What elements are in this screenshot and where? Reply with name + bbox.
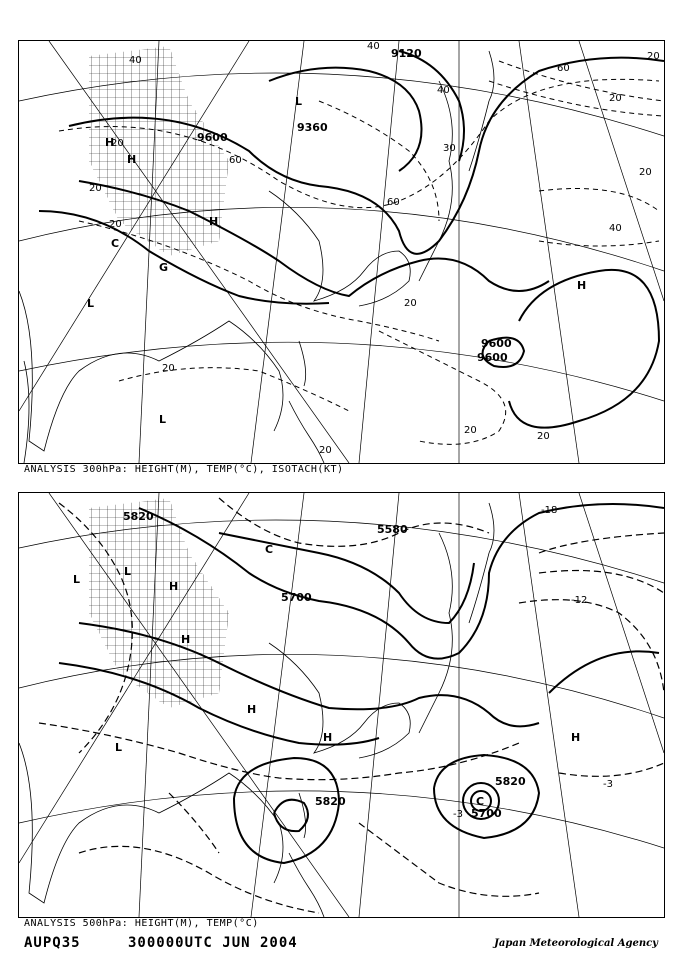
cold-center: C: [476, 795, 485, 808]
low-center: L: [159, 413, 167, 426]
high-center: H: [577, 279, 587, 292]
chart-300hpa: [19, 41, 664, 463]
high-center: H: [169, 580, 179, 593]
isotach-label: 40: [609, 223, 622, 234]
height-label: 5820: [123, 510, 154, 523]
analysis-time: 300000UTC JUN 2004: [128, 935, 298, 951]
isotach-label: 20: [404, 298, 417, 309]
high-center: H: [571, 731, 581, 744]
isotach-label: 20: [537, 431, 550, 442]
low-center: L: [115, 741, 123, 754]
isotach-label: 20: [609, 93, 622, 104]
high-center: H: [181, 633, 191, 646]
height-label: 9360: [297, 121, 328, 134]
low-center: L: [295, 95, 303, 108]
isotach-label: 40: [367, 41, 380, 52]
isotach-label: 20: [464, 425, 477, 436]
high-center: H: [323, 731, 333, 744]
isotach-label: 30: [443, 143, 456, 154]
isotach-label: 60: [387, 197, 400, 208]
agency-name: Japan Meteorological Agency: [494, 938, 658, 949]
high-center: H: [127, 153, 137, 166]
warm-center: G: [159, 261, 169, 274]
high-center: H: [105, 136, 115, 149]
temp-label: -12: [571, 595, 588, 606]
height-label: 5820: [315, 795, 346, 808]
caption-500hpa: ANALYSIS 500hPa: HEIGHT(M), TEMP(°C): [24, 918, 259, 929]
height-label: 9600: [197, 131, 228, 144]
height-label: 9600: [481, 337, 512, 350]
height-label: 5580: [377, 523, 408, 536]
isotach-label: 20: [647, 51, 660, 62]
caption-300hpa: ANALYSIS 300hPa: HEIGHT(M), TEMP(°C), ISOTACH(KT): [24, 464, 344, 475]
cold-center: C: [265, 543, 274, 556]
isotach-label: 20: [89, 183, 102, 194]
map-panel-300hpa: [18, 40, 665, 464]
high-center: H: [209, 215, 219, 228]
isotach-label: 20: [162, 363, 175, 374]
height-label: 5700: [281, 591, 312, 604]
isotach-label: 20: [111, 138, 124, 149]
temp-label: -3: [453, 809, 463, 820]
height-label: 9120: [391, 47, 422, 60]
low-center: L: [124, 565, 132, 578]
isotach-label: 60: [557, 63, 570, 74]
isotach-label: 60: [229, 155, 242, 166]
terrain-hatch: [89, 498, 229, 708]
height-label: 5820: [495, 775, 526, 788]
chart-code: AUPQ35: [24, 935, 81, 951]
cold-center: C: [111, 237, 120, 250]
chart-500hpa: [19, 493, 664, 917]
temp-label: -3: [603, 779, 613, 790]
high-center: H: [247, 703, 257, 716]
height-label: 9600: [477, 351, 508, 364]
temp-label: -18: [541, 505, 558, 516]
low-center: L: [87, 297, 95, 310]
isotach-label: 40: [129, 55, 142, 66]
height-label: 5700: [471, 807, 502, 820]
low-center: L: [73, 573, 81, 586]
isotach-label: 20: [109, 219, 122, 230]
isotach-label: 20: [319, 445, 332, 456]
map-panel-500hpa: [18, 492, 665, 918]
isotach-label: 20: [639, 167, 652, 178]
isotach-label: 40: [437, 85, 450, 96]
